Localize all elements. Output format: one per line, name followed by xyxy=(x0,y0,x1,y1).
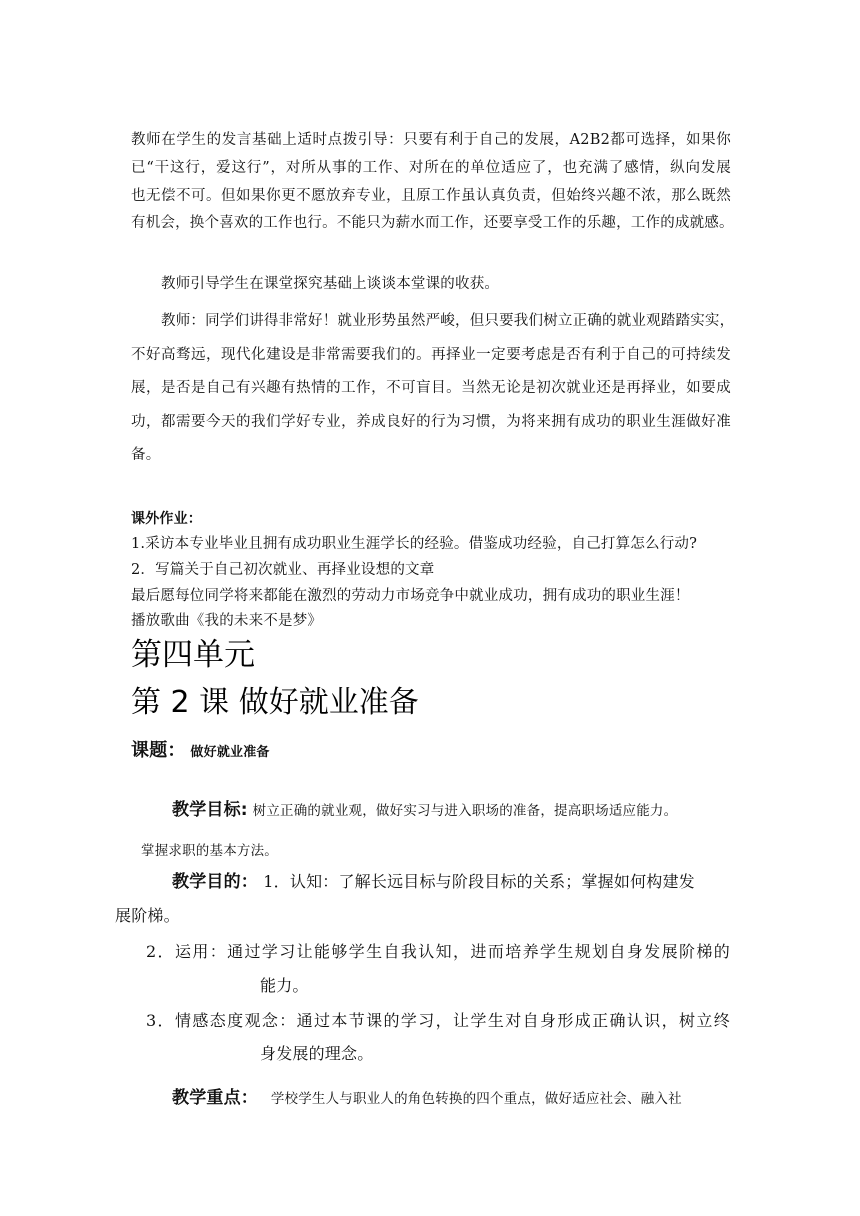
keypoint-label: 教学重点： xyxy=(172,1088,258,1108)
goal-row xyxy=(172,800,677,821)
para2-text: 教师引导学生在课堂探究基础上谈谈本堂课的收获。 xyxy=(161,276,500,292)
lesson-heading: 第 2 课 做好就业准备 xyxy=(131,685,419,720)
goal-text-cont: 掌握求职的基本方法。 xyxy=(141,843,278,859)
homework-title: 课外作业： xyxy=(131,511,202,527)
para3-line: 不好高骛远，现代化建设是非常需要我们的。再择业一定要考虑是否有利于自己的可持续发 xyxy=(131,347,731,363)
purpose-label: 教学目的： xyxy=(172,872,258,892)
para1-line: 已“干这行，爱这行”，对所从事的工作、对所在的单位适应了，也充满了感情，纵向发展 xyxy=(131,160,731,176)
para3-line: 功，都需要今天的我们学好专业，养成良好的行为习惯，为将来拥有成功的职业生涯做好准 xyxy=(131,414,731,430)
purpose-row xyxy=(172,872,695,892)
topic-label: 课题： xyxy=(131,740,186,761)
keypoint-row xyxy=(172,1088,682,1109)
purpose-item2: 2．运用：通过学习让能够学生自我认知，进而培养学生规划自身发展阶梯的 xyxy=(146,942,730,961)
homework-item: 播放歌曲《我的未来不是梦》 xyxy=(131,613,323,629)
purpose-item3-cont: 身发展的理念。 xyxy=(260,1044,374,1063)
purpose-item2-cont: 能力。 xyxy=(260,976,309,995)
goal-text: 树立正确的就业观，做好实习与进入职场的准备，提高职场适应能力。 xyxy=(252,803,678,819)
purpose-item1-cont: 展阶梯。 xyxy=(115,906,180,925)
topic-value: 做好就业准备 xyxy=(190,745,270,760)
homework-item: 1.采访本专业毕业且拥有成功职业生涯学长的经验。借鉴成功经验，自己打算怎么行动? xyxy=(131,536,698,552)
unit-heading: 第四单元 xyxy=(131,637,255,673)
para3-line: 展，是否是自己有兴趣有热情的工作，不可盲目。当然无论是初次就业还是再择业，如要成 xyxy=(131,380,731,396)
para3-line: 备。 xyxy=(131,447,161,463)
topic-row xyxy=(131,741,270,763)
homework-item: 最后愿每位同学将来都能在激烈的劳动力市场竞争中就业成功，拥有成功的职业生涯！ xyxy=(131,588,690,604)
para1-line: 教师在学生的发言基础上适时点拨引导：只要有利于自己的发展，A2B2都可选择，如果你 xyxy=(131,132,731,148)
para3-line: 教师：同学们讲得非常好！就业形势虽然严峻，但只要我们树立正确的就业观踏踏实实， xyxy=(161,313,735,329)
homework-item: 2．写篇关于自己初次就业、再择业设想的文章 xyxy=(131,562,435,578)
para1-line: 也无偿不可。但如果你更不愿放弃专业，且原工作虽认真负责，但始终兴趣不浓，那么既然 xyxy=(131,188,731,204)
purpose-item3: 3．情感态度观念：通过本节课的学习，让学生对自身形成正确认识，树立终 xyxy=(146,1011,730,1030)
goal-label: 教学目标: xyxy=(172,800,248,820)
purpose-item1: 1．认知：了解长远目标与阶段目标的关系；掌握如何构建发 xyxy=(263,872,695,891)
keypoint-text: 学校学生人与职业人的角色转换的四个重点，做好适应社会、融入社 xyxy=(270,1091,682,1107)
para1-line: 有机会，换个喜欢的工作也行。不能只为薪水而工作，还要享受工作的乐趣，工作的成就感。 xyxy=(131,215,734,231)
